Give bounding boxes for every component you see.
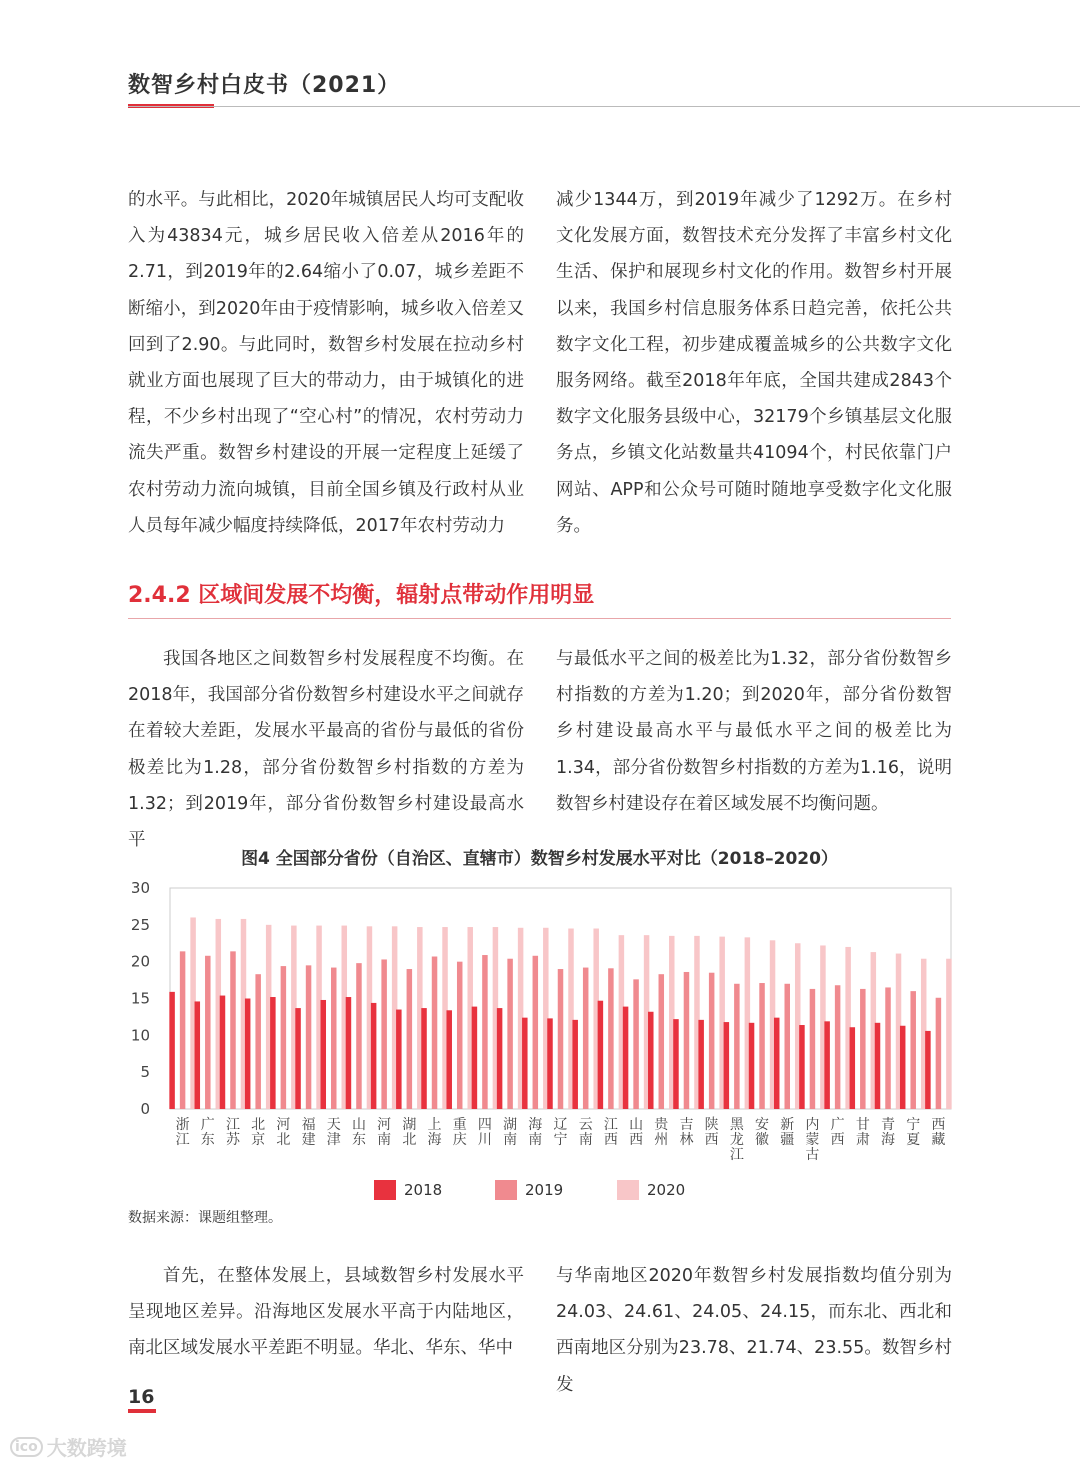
header-rule xyxy=(128,106,1080,107)
x-tick-label: 蒙 xyxy=(805,1132,820,1148)
x-tick-label: 山 xyxy=(351,1117,366,1133)
legend-swatch-2019 xyxy=(495,1180,517,1200)
x-tick-label: 肃 xyxy=(855,1132,870,1148)
bar-2018-湖北 xyxy=(396,1010,402,1109)
bar-2019-西藏 xyxy=(936,998,942,1109)
x-tick-label: 河 xyxy=(276,1117,291,1133)
x-tick-label: 江 xyxy=(603,1117,618,1133)
bar-2019-湖南 xyxy=(507,959,513,1109)
paragraph: 我国各地区之间数智乡村发展程度不均衡。在2018年，我国部分省份数智乡村建设水平之间就存在着较大差距，发展水平最高的省份与最低的省份极差比为1.28，部分省份数智乡村指数的方差为1.32；到2019年，部分省份数智乡村建设最高水平 xyxy=(128,649,524,851)
bar-2018-浙江 xyxy=(169,992,175,1109)
bar-2018-四川 xyxy=(472,1007,478,1109)
x-tick-label: 藏 xyxy=(931,1132,946,1148)
y-tick-label: 15 xyxy=(130,989,150,1008)
mid-right-column xyxy=(556,641,952,822)
x-tick-label: 福 xyxy=(301,1117,316,1133)
x-tick-label: 江 xyxy=(175,1132,190,1148)
bar-2019-广西 xyxy=(835,985,841,1109)
bar-2019-贵州 xyxy=(659,974,665,1109)
x-tick-label: 北 xyxy=(251,1117,266,1133)
x-tick-label: 广 xyxy=(200,1117,215,1133)
x-tick-label: 黑 xyxy=(729,1117,744,1133)
watermark-logo-icon: ico xyxy=(10,1437,43,1457)
bar-chart xyxy=(122,878,962,1178)
y-tick-label: 25 xyxy=(130,915,150,934)
x-tick-label: 辽 xyxy=(553,1117,568,1133)
bar-2018-吉林 xyxy=(673,1019,679,1109)
x-tick-label: 南 xyxy=(528,1132,543,1148)
bar-2018-宁夏 xyxy=(900,1026,906,1109)
x-tick-label: 南 xyxy=(503,1132,518,1148)
bar-2019-山东 xyxy=(356,963,362,1109)
legend-label-2018: 2018 xyxy=(404,1181,443,1199)
bar-2018-贵州 xyxy=(648,1012,654,1109)
x-tick-label: 疆 xyxy=(780,1132,795,1148)
figure-title: 图4 全国部分省份（自治区、直辖市）数智乡村发展水平对比（2018–2020） xyxy=(241,849,838,869)
bar-2018-安徽 xyxy=(749,1023,755,1109)
bar-2018-广西 xyxy=(824,1021,830,1109)
x-tick-label: 建 xyxy=(301,1132,316,1148)
section-heading: 2.4.2 区域间发展不均衡，辐射点带动作用明显 xyxy=(128,583,595,608)
x-tick-label: 苏 xyxy=(225,1132,240,1148)
bar-2018-辽宁 xyxy=(547,1018,553,1109)
bar-2018-云南 xyxy=(572,1020,578,1109)
legend-label-2020: 2020 xyxy=(647,1181,686,1199)
x-tick-label: 西 xyxy=(704,1132,719,1148)
x-tick-label: 海 xyxy=(881,1132,896,1148)
x-tick-label: 津 xyxy=(326,1132,341,1148)
x-tick-label: 江 xyxy=(729,1147,744,1163)
bar-2020-西藏 xyxy=(946,959,952,1109)
bar-2019-云南 xyxy=(583,968,589,1109)
bar-2019-广东 xyxy=(205,956,211,1109)
paragraph: 的水平。与此相比，2020年城镇居民人均可支配收入为43834元，城乡居民收入倍差从2016年的2.71，到2019年的2.64缩小了0.07，城乡差距不断缩小，到2020年由于疫情影响，城乡收入倍差又回到了2.90。与此同时，数智乡村发展在拉动乡村就业方面也展现了巨大的带动力，由于城镇化的进程，不少乡村出现了“空心村”的情况，农村劳动力流失严重。数智乡村建设的开展一定程度上延缓了农村劳动力流向城镇，目前全国乡镇及行政村从业人员每年减少幅度持续降低，2017年农村劳动力 xyxy=(128,190,524,536)
x-tick-label: 甘 xyxy=(855,1117,870,1133)
bar-2018-江西 xyxy=(598,1001,604,1109)
x-tick-label: 海 xyxy=(528,1117,543,1133)
bottom-right-column xyxy=(556,1258,952,1403)
x-tick-label: 内 xyxy=(805,1117,820,1133)
x-tick-label: 云 xyxy=(578,1117,593,1133)
x-tick-label: 浙 xyxy=(175,1117,190,1133)
bar-2019-福建 xyxy=(306,965,312,1109)
x-tick-label: 东 xyxy=(351,1132,366,1148)
bar-2018-湖南 xyxy=(497,1008,503,1109)
x-tick-label: 林 xyxy=(679,1132,694,1148)
x-tick-label: 东 xyxy=(200,1132,215,1148)
bar-2018-新疆 xyxy=(774,1018,780,1109)
x-tick-label: 川 xyxy=(477,1132,492,1148)
x-tick-label: 南 xyxy=(578,1132,593,1148)
y-tick-label: 20 xyxy=(130,952,150,971)
x-tick-label: 青 xyxy=(881,1117,896,1133)
paragraph: 首先，在整体发展上，县域数智乡村发展水平呈现地区差异。沿海地区发展水平高于内陆地区，南北区域发展水平差距不明显。华北、华东、华中 xyxy=(128,1266,524,1359)
x-tick-label: 徽 xyxy=(755,1132,770,1148)
bottom-left-column xyxy=(128,1258,524,1367)
watermark xyxy=(10,1432,127,1461)
x-tick-label: 古 xyxy=(805,1147,820,1163)
x-tick-label: 西 xyxy=(629,1132,644,1148)
top-left-column xyxy=(128,182,524,544)
bar-2018-山东 xyxy=(346,997,352,1109)
x-tick-label: 夏 xyxy=(906,1132,921,1148)
chart-legend xyxy=(0,1178,1080,1202)
x-tick-label: 安 xyxy=(755,1117,770,1133)
x-tick-label: 南 xyxy=(377,1132,392,1148)
x-tick-label: 陕 xyxy=(704,1117,719,1133)
bar-2019-辽宁 xyxy=(558,969,564,1109)
x-tick-label: 龙 xyxy=(729,1132,744,1148)
x-tick-label: 京 xyxy=(251,1132,266,1148)
mid-left-column xyxy=(128,641,524,858)
x-tick-label: 西 xyxy=(931,1117,946,1133)
bar-2019-天津 xyxy=(331,968,337,1109)
bar-2018-广东 xyxy=(195,1001,201,1109)
legend-item-2019 xyxy=(495,1178,563,1202)
running-header-title: 数智乡村白皮书（2021） xyxy=(128,73,401,98)
bar-2019-新疆 xyxy=(784,984,790,1109)
x-tick-label: 贵 xyxy=(654,1117,669,1133)
x-tick-label: 吉 xyxy=(679,1117,694,1133)
x-tick-label: 海 xyxy=(427,1132,442,1148)
bar-2019-海南 xyxy=(533,956,539,1109)
bar-2019-河北 xyxy=(281,966,287,1109)
x-tick-label: 广 xyxy=(830,1117,845,1133)
x-tick-label: 四 xyxy=(477,1117,492,1133)
bar-2019-重庆 xyxy=(457,962,463,1109)
bar-2018-福建 xyxy=(295,1008,301,1109)
bar-2018-江苏 xyxy=(220,996,226,1109)
bar-2019-山西 xyxy=(633,979,639,1109)
legend-item-2020 xyxy=(617,1178,685,1202)
y-tick-label: 10 xyxy=(130,1026,150,1045)
bar-2018-北京 xyxy=(245,999,251,1110)
x-tick-label: 新 xyxy=(780,1117,795,1133)
bar-2019-北京 xyxy=(255,974,261,1109)
bar-2019-江苏 xyxy=(230,951,236,1109)
bar-2019-陕西 xyxy=(709,973,715,1109)
y-tick-label: 5 xyxy=(140,1063,150,1082)
bar-2019-江西 xyxy=(608,968,614,1109)
bar-2019-湖北 xyxy=(407,969,413,1109)
bar-2018-甘肃 xyxy=(850,1027,856,1109)
legend-swatch-2020 xyxy=(617,1180,639,1200)
top-right-column xyxy=(556,182,952,544)
bar-2018-河北 xyxy=(270,997,276,1109)
x-tick-label: 湖 xyxy=(402,1117,417,1133)
bar-2018-内蒙古 xyxy=(799,1025,805,1109)
bar-2019-青海 xyxy=(885,987,891,1109)
x-tick-label: 江 xyxy=(225,1117,240,1133)
bar-2019-黑龙江 xyxy=(734,984,740,1109)
x-tick-label: 北 xyxy=(276,1132,291,1148)
x-tick-label: 宁 xyxy=(553,1132,568,1148)
x-tick-label: 北 xyxy=(402,1132,417,1148)
paragraph: 减少1344万，到2019年减少了1292万。在乡村文化发展方面，数智技术充分发挥了丰富乡村文化生活、保护和展现乡村文化的作用。数智乡村开展以来，我国乡村信息服务体系日趋完善，依托公共数字文化工程，初步建成覆盖城乡的公共数字文化服务网络。截至2018年年底，全国共建成2843个数字文化服务县级中心，32179个乡镇基层文化服务点，乡镇文化站数量共41094个，村民依靠门户网站、APP和公众号可随时随地享受数字化文化服务。 xyxy=(556,190,952,536)
bar-2018-重庆 xyxy=(446,1010,452,1109)
bar-2019-内蒙古 xyxy=(810,989,816,1109)
x-tick-label: 重 xyxy=(452,1117,467,1133)
bar-2018-天津 xyxy=(321,1000,327,1109)
legend-swatch-2018 xyxy=(374,1180,396,1200)
x-tick-label: 西 xyxy=(603,1132,618,1148)
bar-2019-四川 xyxy=(482,955,488,1109)
bar-2019-宁夏 xyxy=(910,991,916,1109)
x-tick-label: 州 xyxy=(654,1132,669,1148)
bar-2018-陕西 xyxy=(698,1020,704,1109)
paragraph: 与最低水平之间的极差比为1.32，部分省份数智乡村指数的方差为1.20；到2020年，部分省份数智乡村建设最高水平与最低水平之间的极差比为1.34，部分省份数智乡村指数的方差为1.16，说明数智乡村建设存在着区域发展不均衡问题。 xyxy=(556,649,952,814)
bar-2018-山西 xyxy=(623,1007,629,1109)
x-tick-label: 上 xyxy=(427,1117,442,1133)
bar-2019-吉林 xyxy=(684,972,690,1109)
section-rule xyxy=(128,618,951,619)
bar-2019-浙江 xyxy=(180,951,186,1109)
y-tick-label: 30 xyxy=(130,879,150,897)
bar-2019-安徽 xyxy=(759,983,765,1109)
legend-label-2019: 2019 xyxy=(525,1181,564,1199)
x-tick-label: 湖 xyxy=(503,1117,518,1133)
page-number: 16 xyxy=(128,1386,155,1408)
bar-2019-河南 xyxy=(381,959,387,1109)
bar-2019-甘肃 xyxy=(860,989,866,1109)
paragraph: 与华南地区2020年数智乡村发展指数均值分别为24.03、24.61、24.05、24.15，而东北、西北和西南地区分别为23.78、21.74、23.55。数智乡村发 xyxy=(556,1266,952,1395)
bar-2018-黑龙江 xyxy=(724,1022,730,1109)
y-tick-label: 0 xyxy=(140,1100,150,1118)
watermark-text: 大数跨境 xyxy=(46,1436,127,1460)
bar-2018-河南 xyxy=(371,1003,377,1109)
x-tick-label: 西 xyxy=(830,1132,845,1148)
x-tick-label: 庆 xyxy=(452,1132,467,1148)
page-number-accent xyxy=(128,1409,156,1413)
x-tick-label: 宁 xyxy=(906,1117,921,1133)
bar-2018-海南 xyxy=(522,1018,528,1109)
x-tick-label: 河 xyxy=(377,1117,392,1133)
bar-2018-西藏 xyxy=(925,1031,931,1109)
bar-2019-上海 xyxy=(432,957,438,1109)
x-tick-label: 山 xyxy=(629,1117,644,1133)
figure-source-note: 数据来源：课题组整理。 xyxy=(128,1210,282,1226)
x-tick-label: 天 xyxy=(326,1117,341,1133)
bar-2018-青海 xyxy=(875,1023,881,1109)
legend-item-2018 xyxy=(374,1178,442,1202)
bar-2018-上海 xyxy=(421,1008,427,1109)
